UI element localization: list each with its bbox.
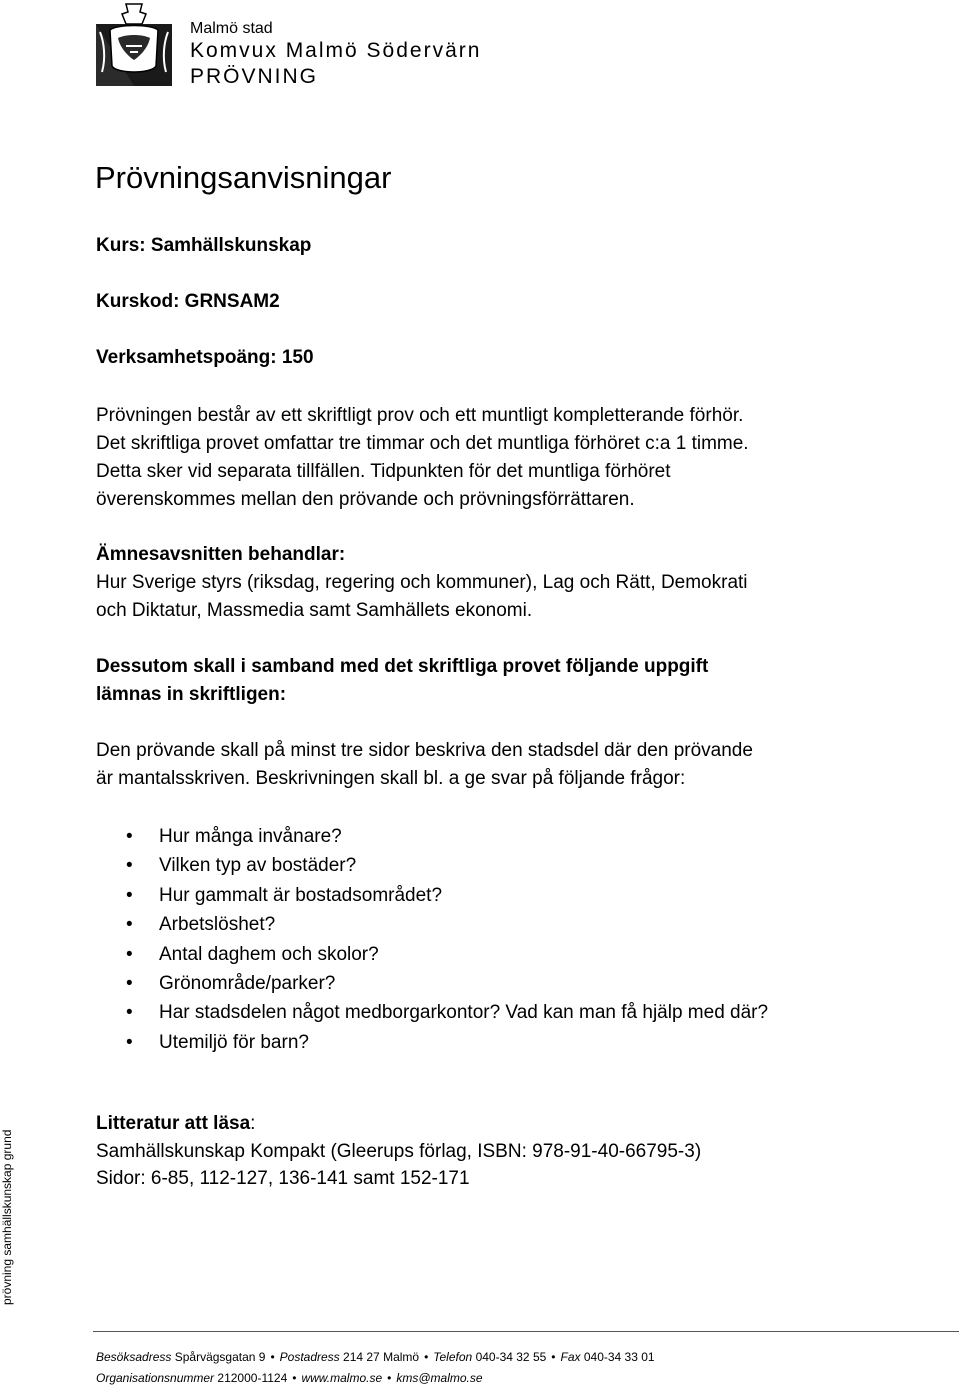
literature-heading: [96, 1112, 255, 1136]
postal-address-value: 214 27 Malmö: [343, 1350, 420, 1364]
footer-contact-line: [96, 1371, 483, 1385]
intro-line: Detta sker vid separata tillfällen. Tidpunkten för det muntliga förhöret: [96, 461, 671, 482]
literature-heading-colon: :: [250, 1113, 256, 1134]
email-link[interactable]: kms@malmo.se: [396, 1371, 483, 1385]
course-points: Verksamhetspoäng: 150: [96, 347, 314, 368]
intro-line: Prövningen består av ett skriftligt prov och ett muntligt kompletterande förhör.: [96, 405, 744, 426]
list-item: [126, 940, 768, 969]
literature-heading-text: Litteratur att läsa: [96, 1113, 251, 1134]
question-text: Hur gammalt är bostadsområdet?: [159, 884, 443, 906]
list-item: [126, 851, 768, 880]
course-code: Kurskod: GRNSAM2: [96, 291, 280, 312]
phone-label: Telefon: [433, 1350, 473, 1364]
separator-dot: •: [270, 1350, 275, 1364]
task-line: är mantalsskriven. Beskrivningen skall bl. a ge svar på följande frågor:: [96, 768, 686, 789]
malmo-coat-of-arms-logo: [96, 2, 172, 86]
website-link[interactable]: www.malmo.se: [301, 1371, 383, 1385]
course-name: Kurs: Samhällskunskap: [96, 235, 312, 256]
phone-value: 040-34 32 55: [475, 1350, 547, 1364]
question-text: Vilken typ av bostäder?: [159, 855, 357, 877]
separator-dot: •: [387, 1371, 392, 1385]
separator-dot: •: [292, 1371, 297, 1385]
literature-pages: Sidor: 6-85, 112-127, 136-141 samt 152-171: [96, 1168, 470, 1189]
task-heading: [96, 653, 896, 709]
bullet-icon: •: [126, 1002, 133, 1024]
list-item: [126, 910, 768, 939]
question-text: Arbetslöshet?: [159, 914, 276, 936]
side-label: prövning samhällskunskap grund: [0, 1129, 14, 1305]
org-number-label: Organisationsnummer: [96, 1371, 215, 1385]
task-heading-line: Dessutom skall i samband med det skriftliga provet följande uppgift: [96, 656, 709, 677]
separator-dot: •: [424, 1350, 429, 1364]
visit-address-label: Besöksadress: [96, 1350, 172, 1364]
intro-paragraph: [96, 402, 896, 514]
separator-dot: •: [551, 1350, 556, 1364]
bullet-icon: •: [126, 884, 133, 906]
org-city: Malmö stad: [190, 20, 273, 37]
list-item: [126, 822, 768, 851]
footer-address-line: [96, 1350, 655, 1364]
page-title: Prövningsanvisningar: [95, 160, 392, 195]
question-text: Utemiljö för barn?: [159, 1031, 309, 1053]
bullet-icon: •: [126, 826, 133, 847]
subjects-line: och Diktatur, Massmedia samt Samhällets ekonomi.: [96, 600, 533, 621]
footer-divider: [93, 1331, 959, 1332]
intro-line: överenskommes mellan den prövande och prövningsförrättaren.: [96, 489, 635, 510]
org-number-value: 212000-1124: [217, 1371, 288, 1385]
question-text: Har stadsdelen något medborgarkontor? Vad kan man få hjälp med där?: [159, 1002, 769, 1024]
org-school-name: Komvux Malmö Södervärn: [190, 39, 482, 62]
org-department: PRÖVNING: [190, 65, 319, 88]
visit-address-value: Spårvägsgatan 9: [174, 1350, 266, 1364]
literature-book: Samhällskunskap Kompakt (Gleerups förlag, ISBN: 978-91-40-66795-3): [96, 1141, 702, 1162]
question-text: Hur många invånare?: [159, 826, 342, 847]
list-item: [126, 998, 768, 1027]
fax-value: 040-34 33 01: [583, 1350, 655, 1364]
bullet-icon: •: [126, 855, 133, 877]
subjects-line: Hur Sverige styrs (riksdag, regering och kommuner), Lag och Rätt, Demokrati: [96, 572, 748, 593]
intro-line: Det skriftliga provet omfattar tre timmar och det muntliga förhöret c:a 1 timme.: [96, 433, 749, 454]
subjects-section: [96, 541, 896, 625]
question-text: Grönområde/parker?: [159, 973, 336, 995]
list-item: [126, 969, 768, 998]
subjects-heading: Ämnesavsnitten behandlar:: [96, 544, 346, 565]
bullet-icon: •: [126, 943, 133, 965]
task-description: [96, 737, 896, 793]
task-heading-line: lämnas in skriftligen:: [96, 684, 287, 705]
bullet-icon: •: [126, 1031, 133, 1053]
postal-address-label: Postadress: [279, 1350, 340, 1364]
fax-label: Fax: [560, 1350, 581, 1364]
bullet-icon: •: [126, 973, 133, 995]
question-text: Antal daghem och skolor?: [159, 943, 379, 965]
question-list: [126, 822, 768, 1057]
list-item: [126, 1028, 768, 1057]
task-line: Den prövande skall på minst tre sidor beskriva den stadsdel där den prövande: [96, 740, 753, 761]
list-item: [126, 881, 768, 910]
bullet-icon: •: [126, 914, 133, 936]
